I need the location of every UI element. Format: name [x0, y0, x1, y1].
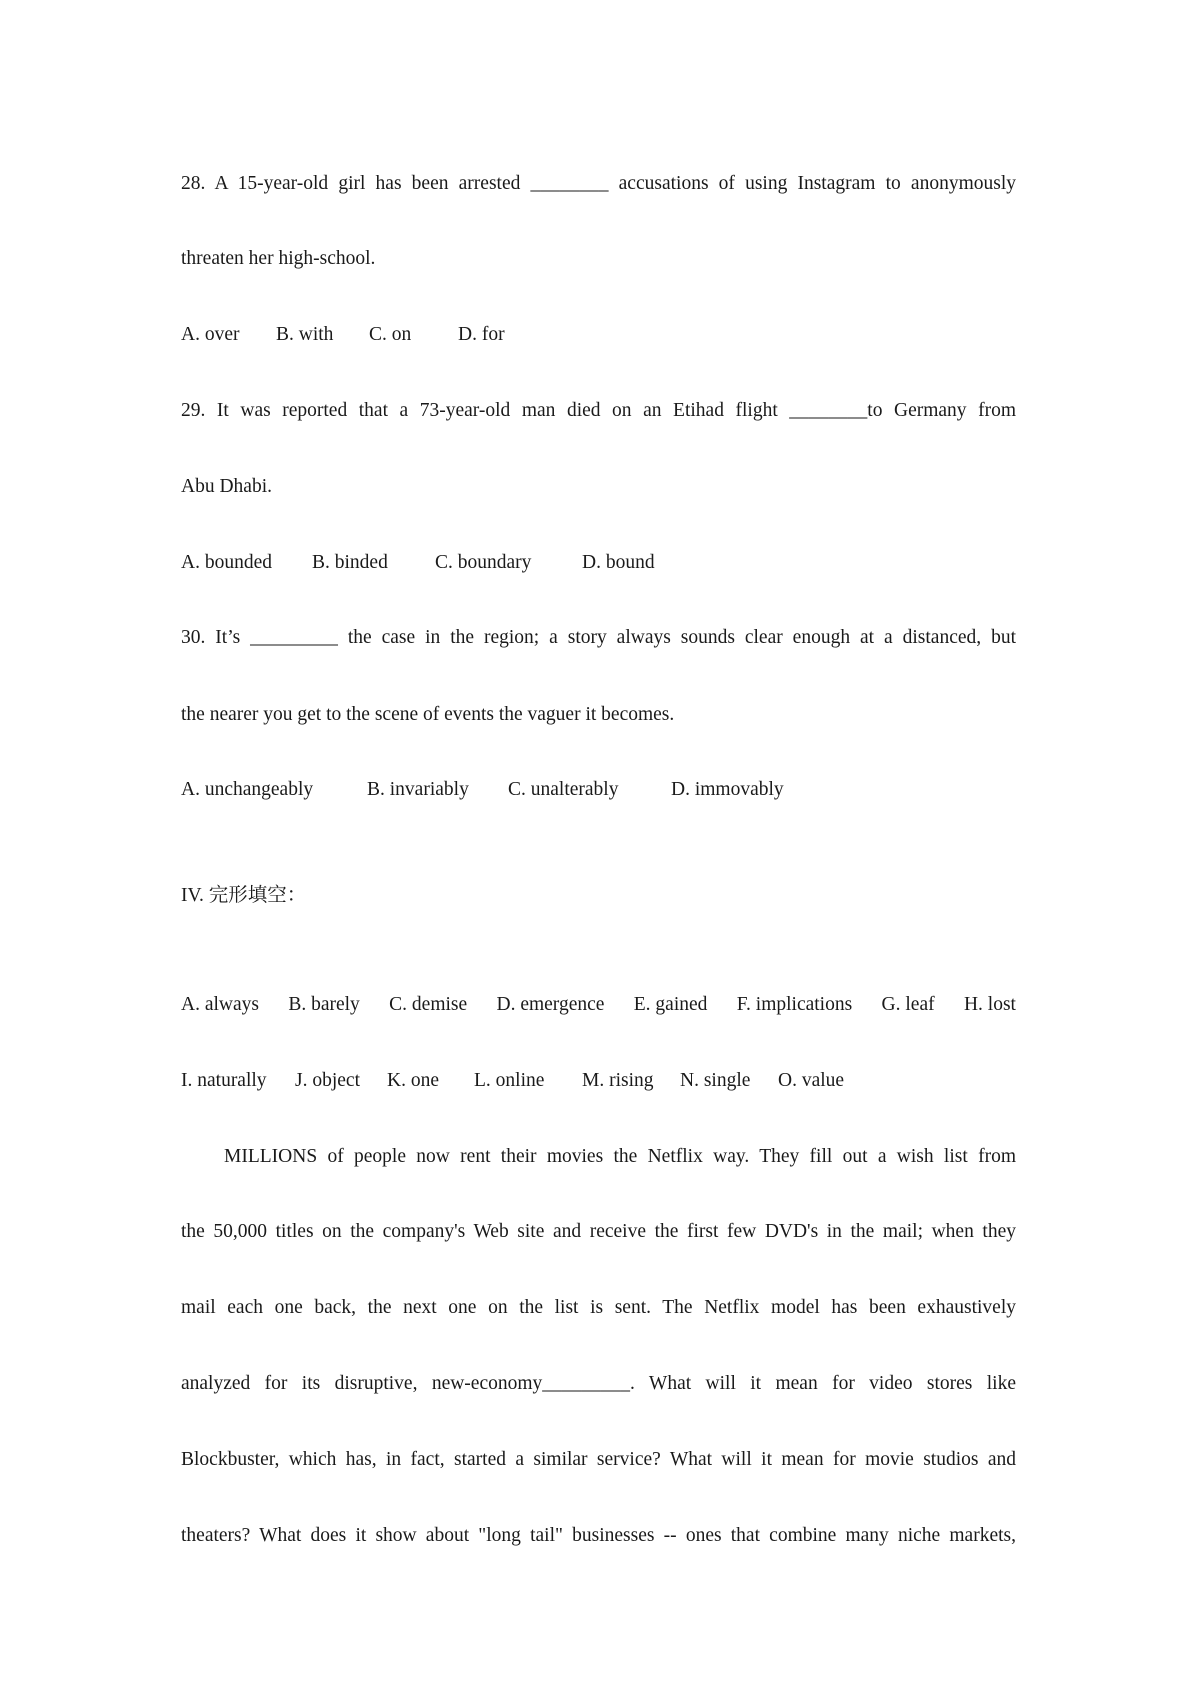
- word-bank-item: F. implications: [736, 994, 853, 1015]
- question-30-stem-line-2: the nearer you get to the scene of events the vaguer it becomes.: [181, 704, 675, 725]
- question-28-option-d: D. for: [458, 324, 505, 345]
- word-bank-item: I. naturally: [181, 1070, 267, 1091]
- question-29-stem-line-1: 29. It was reported that a 73-year-old man died on an Etihad flight ________to Germany from: [181, 400, 1016, 421]
- question-29-option-c: C. boundary: [435, 552, 532, 573]
- question-28-stem-line-1: 28. A 15-year-old girl has been arrested ________ accusations of using Instagram to anonymously: [181, 173, 1016, 194]
- word-bank-item: K. one: [387, 1070, 439, 1091]
- question-30-option-a: A. unchangeably: [181, 779, 314, 800]
- passage-line: Blockbuster, which has, in fact, started a similar service? What will it mean for movie studios and: [181, 1449, 1016, 1470]
- question-28-option-c: C. on: [369, 324, 412, 345]
- question-28-option-b: B. with: [276, 324, 334, 345]
- word-bank-row-1: [181, 990, 1016, 1020]
- word-bank-item: O. value: [778, 1070, 845, 1091]
- word-bank-item: N. single: [680, 1070, 751, 1091]
- word-bank-item: J. object: [295, 1070, 360, 1091]
- question-30-option-d: D. immovably: [671, 779, 784, 800]
- question-28-stem-line-2: threaten her high-school.: [181, 248, 376, 269]
- question-30-option-b: B. invariably: [367, 779, 469, 800]
- passage-line: analyzed for its disruptive, new-economy_________. What will it mean for video stores like: [181, 1373, 1016, 1394]
- word-bank-item: A. always: [181, 994, 259, 1015]
- passage-line: MILLIONS of people now rent their movies the Netflix way. They fill out a wish list from: [224, 1146, 1016, 1167]
- word-bank-item: E. gained: [633, 994, 708, 1015]
- word-bank-item: M. rising: [582, 1070, 654, 1091]
- question-30-stem-line-1: 30. It’s _________ the case in the region; a story always sounds clear enough at a distanced, but: [181, 627, 1016, 648]
- word-bank-item: H. lost: [963, 994, 1016, 1015]
- question-29-stem-line-2: Abu Dhabi.: [181, 476, 272, 497]
- word-bank-item: D. emergence: [496, 994, 605, 1015]
- passage-line: the 50,000 titles on the company's Web site and receive the first few DVD's in the mail; when they: [181, 1221, 1016, 1242]
- word-bank-item: C. demise: [389, 994, 468, 1015]
- question-29-option-a: A. bounded: [181, 552, 272, 573]
- question-28-option-a: A. over: [181, 324, 240, 345]
- word-bank-item: L. online: [474, 1070, 545, 1091]
- passage-line: theaters? What does it show about "long tail" businesses -- ones that combine many niche markets,: [181, 1525, 1016, 1546]
- passage-line: mail each one back, the next one on the list is sent. The Netflix model has been exhaustively: [181, 1297, 1016, 1318]
- question-29-option-d: D. bound: [582, 552, 655, 573]
- section-heading: IV. 完形填空：: [181, 885, 307, 906]
- word-bank-item: B. barely: [288, 994, 360, 1015]
- question-29-option-b: B. binded: [312, 552, 388, 573]
- word-bank-item: G. leaf: [881, 994, 935, 1015]
- question-30-option-c: C. unalterably: [508, 779, 619, 800]
